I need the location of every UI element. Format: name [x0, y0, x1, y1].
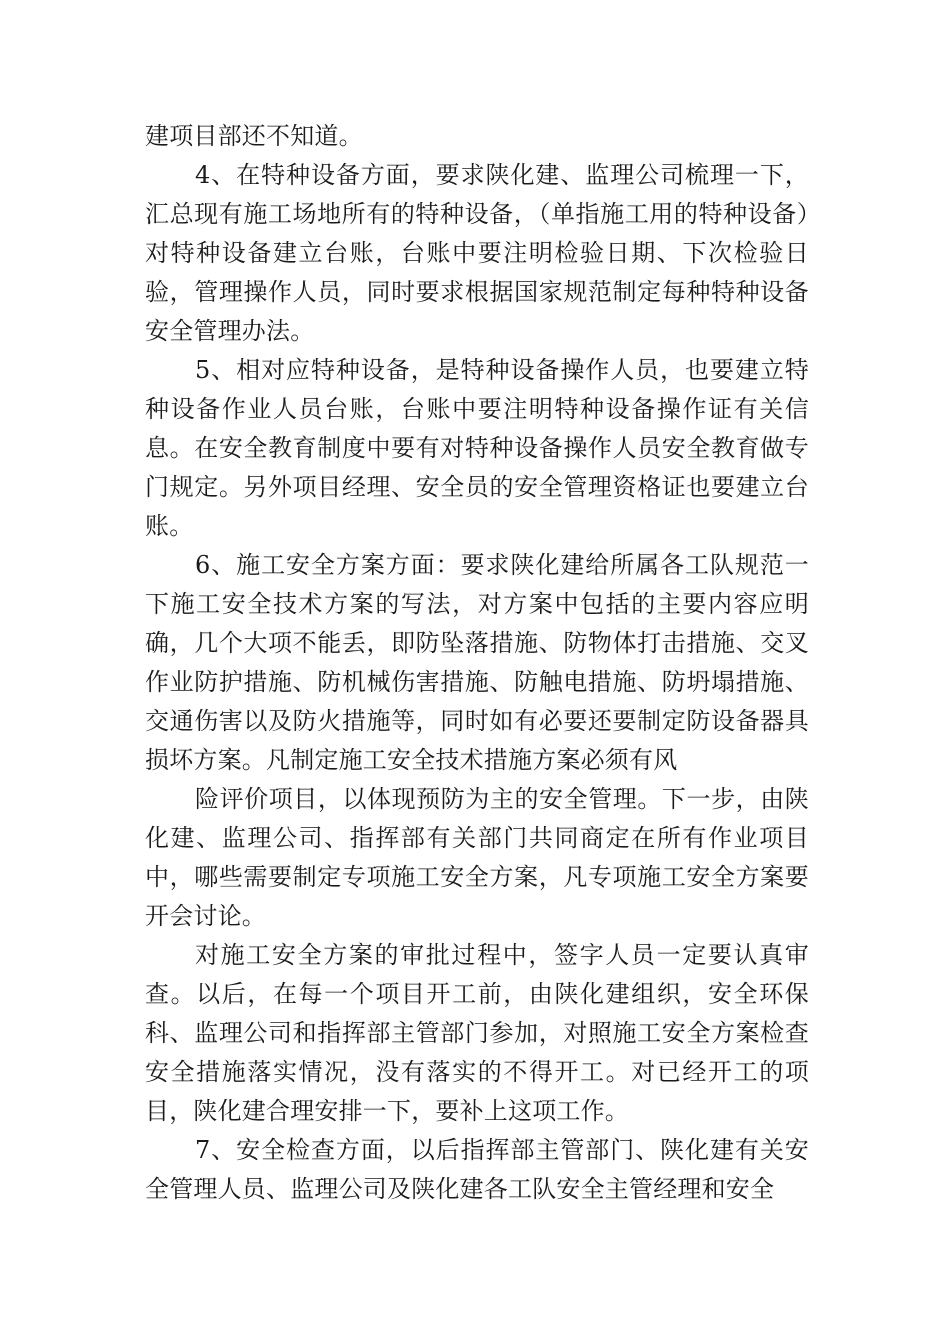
paragraph-2: 4、在特种设备方面，要求陕化建、监理公司梳理一下，汇总现有施工场地所有的特种设备，（单指施工用的特种设备）对特种设备建立台账，台账中要注明检验日期、下次检验日验，管理操作人员，同时要求根据国家规范制定每种特种设备安全管理办法。 [145, 161, 809, 345]
paragraph-1: 建项目部还不知道。 [145, 122, 363, 150]
paragraph-4: 6、施工安全方案方面：要求陕化建给所属各工队规范一下施工安全技术方案的写法，对方案中包括的主要内容应明确，几个大项不能丢，即防坠落措施、防物体打击措施、交叉作业防护措施、防机械伤害措施、防触电措施、防坍塌措施、交通伤害以及防火措施等，同时如有必要还要制定防设备器具损坏方案。凡制定施工安全技术措施方案必须有风 [145, 551, 809, 774]
paragraph-5: 险评价项目，以体现预防为主的安全管理。下一步，由陕化建、监理公司、指挥部有关部门共同商定在所有作业项目中，哪些需要制定专项施工安全方案，凡专项施工安全方案要开会讨论。 [145, 785, 809, 930]
paragraph-7: 7、安全检查方面，以后指挥部主管部门、陕化建有关安全管理人员、监理公司及陕化建各工队安全主管经理和安全 [145, 1136, 809, 1203]
paragraph-6: 对施工安全方案的审批过程中，签字人员一定要认真审查。以后，在每一个项目开工前，由陕化建组织，安全环保科、监理公司和指挥部主管部门参加，对照施工安全方案检查安全措施落实情况，没有落实的不得开工。对已经开工的项目，陕化建合理安排一下，要补上这项工作。 [145, 941, 809, 1125]
paragraph-3: 5、相对应特种设备，是特种设备操作人员，也要建立特种设备作业人员台账，台账中要注明特种设备操作证有关信息。在安全教育制度中要有对特种设备操作人员安全教育做专门规定。另外项目经理、安全员的安全管理资格证也要建立台账。 [145, 356, 809, 540]
document-page [145, 117, 809, 1209]
